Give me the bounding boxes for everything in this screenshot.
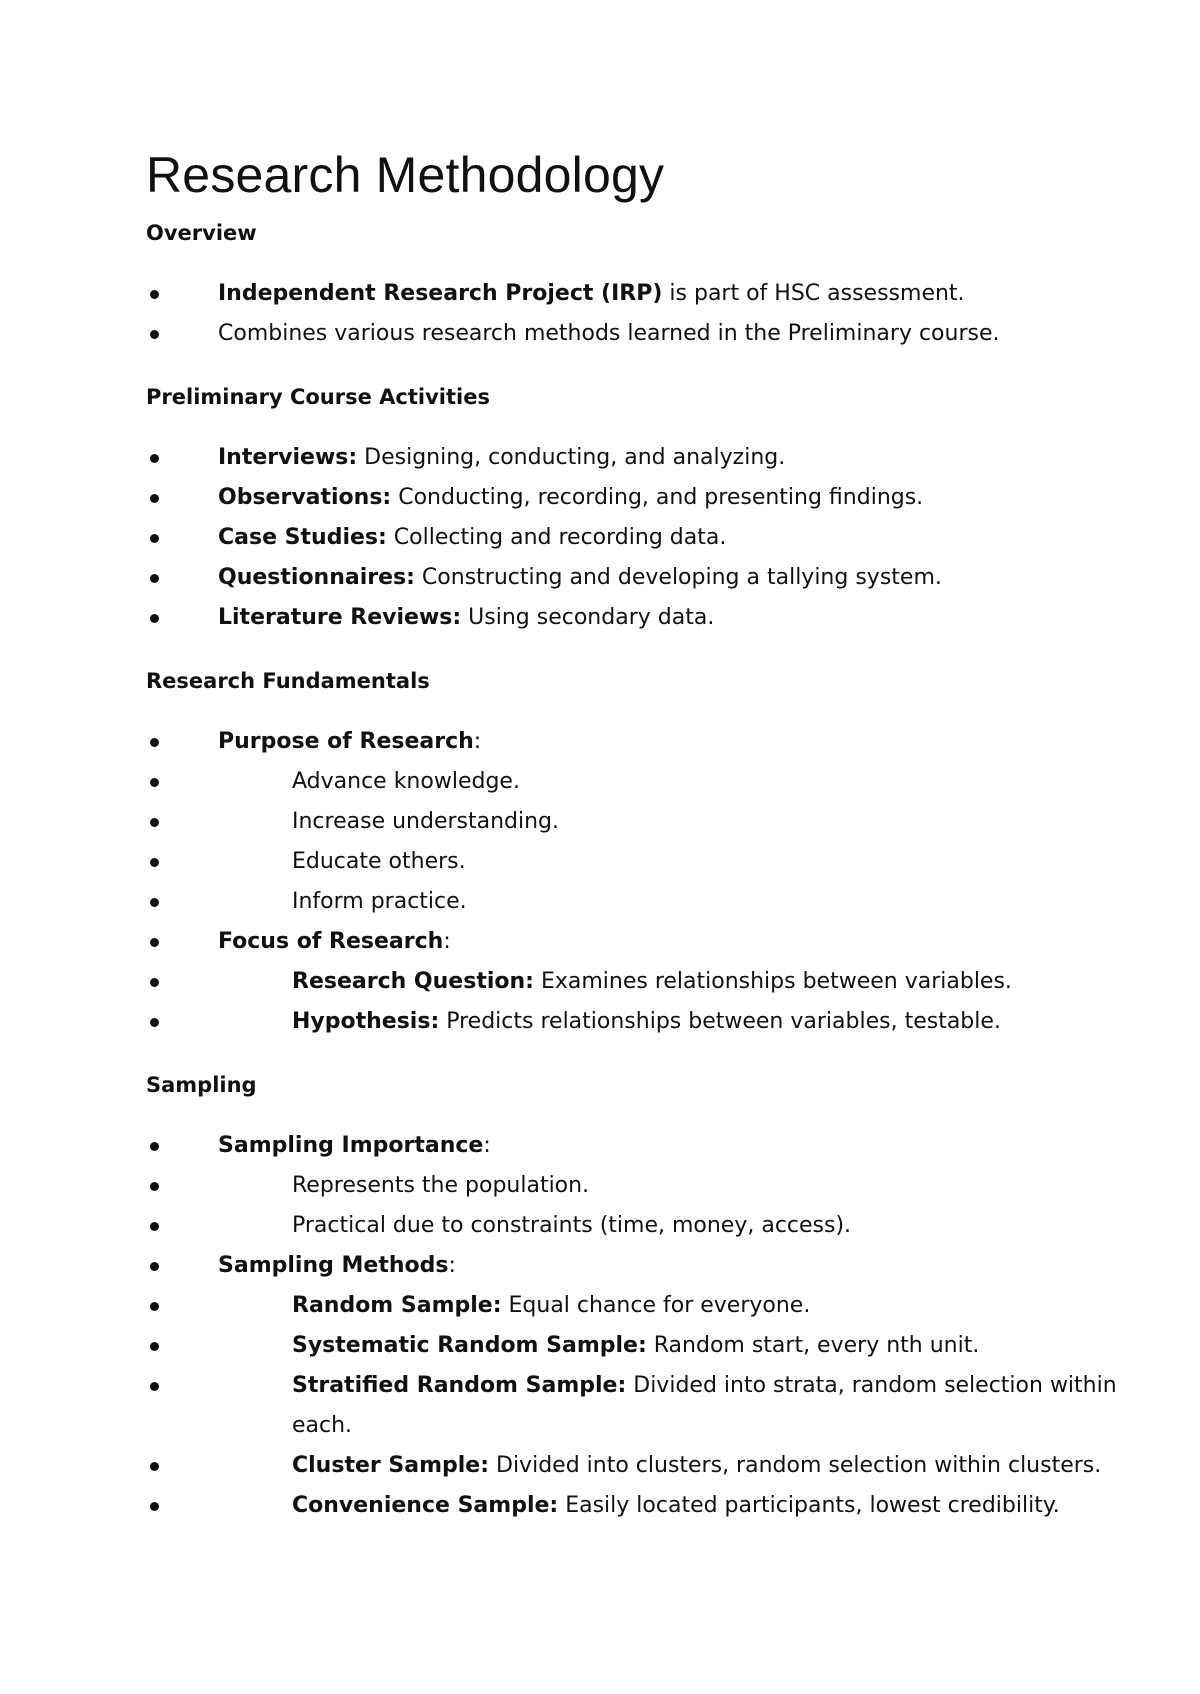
- item-text: Collecting and recording data.: [386, 525, 727, 550]
- bullet-icon: [150, 1222, 159, 1231]
- item-term: Literature Reviews:: [218, 605, 462, 630]
- list-item: [146, 1326, 1140, 1366]
- item-term: Stratified Random Sample:: [292, 1373, 627, 1398]
- bullet-icon: [150, 1018, 159, 1027]
- item-text: Advance knowledge.: [292, 769, 520, 794]
- item-term: Observations:: [218, 485, 392, 510]
- item-term: Sampling Methods: [218, 1253, 449, 1278]
- list-item: [146, 1246, 1140, 1286]
- bullet-icon: [150, 494, 159, 503]
- list-item: [146, 314, 1140, 354]
- item-text: Using secondary data.: [461, 605, 715, 630]
- sampling-list: [146, 1126, 1140, 1526]
- item-term: Sampling Importance: [218, 1133, 484, 1158]
- item-text: Predicts relationships between variables, testable.: [439, 1009, 1001, 1034]
- item-text: is part of HSC assessment.: [662, 281, 965, 306]
- item-text: Equal chance for everyone.: [501, 1293, 811, 1318]
- item-text: Inform practice.: [292, 889, 467, 914]
- list-item: [146, 1126, 1140, 1166]
- bullet-icon: [150, 818, 159, 827]
- item-text: :: [448, 1253, 456, 1278]
- item-text: Constructing and developing a tallying system.: [414, 565, 942, 590]
- item-text: Easily located participants, lowest credibility.: [558, 1493, 1060, 1518]
- preliminary-list: [146, 438, 1140, 638]
- list-item: [146, 558, 1140, 598]
- bullet-icon: [150, 1502, 159, 1511]
- list-item: [146, 1286, 1140, 1326]
- section-heading-overview: Overview: [146, 221, 257, 245]
- list-item: [146, 802, 1140, 842]
- bullet-icon: [150, 1182, 159, 1191]
- list-item: [146, 1486, 1140, 1526]
- item-term: Purpose of Research: [218, 729, 474, 754]
- item-text: Represents the population.: [292, 1173, 590, 1198]
- list-item: [146, 1446, 1140, 1486]
- bullet-icon: [150, 1462, 159, 1471]
- list-item: [146, 274, 1140, 314]
- section-heading-preliminary: Preliminary Course Activities: [146, 385, 490, 409]
- bullet-icon: [150, 898, 159, 907]
- bullet-icon: [150, 938, 159, 947]
- item-term: Cluster Sample:: [292, 1453, 490, 1478]
- list-item: [146, 762, 1140, 802]
- item-text: Combines various research methods learned in the Preliminary course.: [218, 321, 1000, 346]
- bullet-icon: [150, 574, 159, 583]
- item-text: Increase understanding.: [292, 809, 560, 834]
- bullet-icon: [150, 534, 159, 543]
- list-item: [146, 842, 1140, 882]
- item-term: Hypothesis:: [292, 1009, 440, 1034]
- bullet-icon: [150, 978, 159, 987]
- item-text: Designing, conducting, and analyzing.: [357, 445, 786, 470]
- item-term: Convenience Sample:: [292, 1493, 559, 1518]
- bullet-icon: [150, 1262, 159, 1271]
- section-heading-sampling: Sampling: [146, 1073, 257, 1097]
- bullet-icon: [150, 290, 159, 299]
- bullet-icon: [150, 1302, 159, 1311]
- item-text: Divided into strata, random selection within each.: [292, 1373, 1117, 1438]
- bullet-icon: [150, 778, 159, 787]
- item-text: Random start, every nth unit.: [646, 1333, 980, 1358]
- list-item: [146, 598, 1140, 638]
- bullet-icon: [150, 858, 159, 867]
- item-text: Educate others.: [292, 849, 466, 874]
- list-item: [146, 438, 1140, 478]
- item-text: :: [443, 929, 451, 954]
- bullet-icon: [150, 1342, 159, 1351]
- page-title: Research Methodology: [146, 147, 665, 203]
- item-term: Independent Research Project (IRP): [218, 281, 663, 306]
- list-item: [146, 518, 1140, 558]
- item-term: Focus of Research: [218, 929, 444, 954]
- list-item: [146, 1206, 1140, 1246]
- bullet-icon: [150, 1382, 159, 1391]
- item-term: Random Sample:: [292, 1293, 502, 1318]
- item-text: Conducting, recording, and presenting findings.: [391, 485, 924, 510]
- fundamentals-list: [146, 722, 1140, 1042]
- item-term: Research Question:: [292, 969, 534, 994]
- list-item: [146, 1366, 1140, 1446]
- list-item: [146, 922, 1140, 962]
- list-item: [146, 722, 1140, 762]
- bullet-icon: [150, 738, 159, 747]
- item-text: Practical due to constraints (time, money, access).: [292, 1213, 852, 1238]
- item-text: Divided into clusters, random selection within clusters.: [489, 1453, 1102, 1478]
- item-text: :: [473, 729, 482, 754]
- item-term: Case Studies:: [218, 525, 387, 550]
- item-text: :: [483, 1133, 491, 1158]
- bullet-icon: [150, 1142, 159, 1151]
- list-item: [146, 1166, 1140, 1206]
- item-term: Questionnaires:: [218, 565, 415, 590]
- list-item: [146, 478, 1140, 518]
- item-term: Systematic Random Sample:: [292, 1333, 647, 1358]
- list-item: [146, 1002, 1140, 1042]
- bullet-icon: [150, 454, 159, 463]
- bullet-icon: [150, 614, 159, 623]
- section-heading-fundamentals: Research Fundamentals: [146, 669, 430, 693]
- bullet-icon: [150, 330, 159, 339]
- overview-list: [146, 274, 1140, 354]
- item-text: Examines relationships between variables.: [533, 969, 1012, 994]
- list-item: [146, 962, 1140, 1002]
- list-item: [146, 882, 1140, 922]
- item-term: Interviews:: [218, 445, 358, 470]
